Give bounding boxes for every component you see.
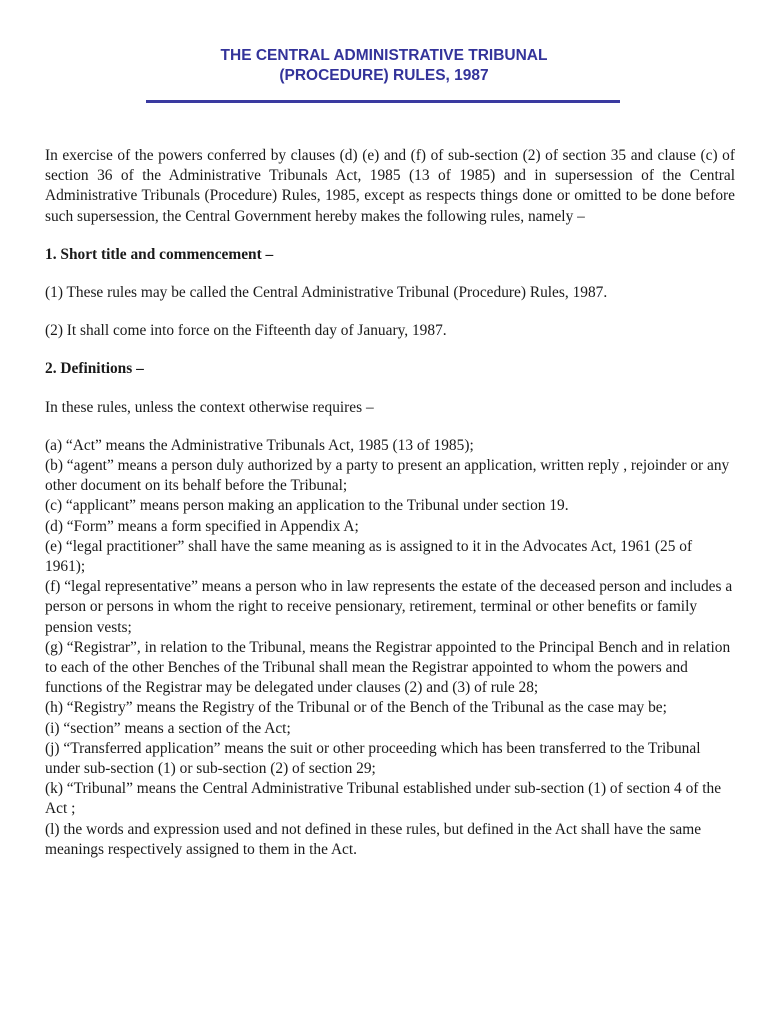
intro-paragraph: In exercise of the powers conferred by clauses (d) (e) and (f) of sub-section (2) of section 35 and clause (c) of section 36 of the Administrative Tribunals Act, 1985 (13 of 1985) and in supersession of the Central Administrative Tribunals (Procedure) Rules, 1985, except as respects things done or omitted to be done before such supersession, the Central Government hereby makes the following rules, namely – [45, 147, 735, 225]
definition-item: (e) “legal practitioner” shall have the same meaning as is assigned to it in the Advocates Act, 1961 (25 of 1961); [45, 537, 693, 576]
definition-item: (j) “Transferred application” means the suit or other proceeding which has been transferred to the Tribunal under sub-section (1) or sub-section (2) of section 29; [45, 739, 701, 778]
title-line-2: (PROCEDURE) RULES, 1987 [279, 67, 489, 84]
definition-item: (i) “section” means a section of the Act; [45, 719, 291, 737]
section-1-paragraph-1: (1) These rules may be called the Central Administrative Tribunal (Procedure) Rules, 1987. [45, 284, 608, 302]
definition-item: (k) “Tribunal” means the Central Administrative Tribunal established under sub-section (1) of section 4 of the Act ; [45, 780, 722, 818]
definition-item: (c) “applicant” means person making an application to the Tribunal under section 19. [45, 497, 569, 515]
section-1-heading: 1. Short title and commencement – [45, 245, 274, 263]
definition-item: (d) “Form” means a form specified in Appendix A; [45, 517, 359, 535]
definition-item: (f) “legal representative” means a person who in law represents the estate of the deceased person and includes a person or persons in whom the right to receive pensionary, retirement, terminal or other benefits or family pension vests; [45, 578, 733, 636]
definition-item: (b) “agent” means a person duly authorized by a party to present an application, written reply , rejoinder or any other document on its behalf before the Tribunal; [45, 457, 730, 495]
document-title [0, 46, 768, 86]
definition-item: (l) the words and expression used and not defined in these rules, but defined in the Act shall have the same meanings respectively assigned to them in the Act. [45, 820, 702, 858]
definition-item: (h) “Registry” means the Registry of the Tribunal or of the Bench of the Tribunal as the case may be; [45, 699, 667, 717]
section-2-heading: 2. Definitions – [45, 360, 144, 378]
document-body [45, 146, 735, 860]
definitions-list [45, 436, 735, 860]
title-underline-rule [146, 100, 620, 103]
definition-item: (g) “Registrar”, in relation to the Tribunal, means the Registrar appointed to the Principal Bench and in relation to each of the other Benches of the Tribunal shall mean the Registrar appointed to whom the powers and functions of the Registrar may be delegated under clauses (2) and (3) of rule 28; [45, 638, 731, 697]
definition-item: (a) “Act” means the Administrative Tribunals Act, 1985 (13 of 1985); [45, 436, 474, 454]
section-2-lead: In these rules, unless the context otherwise requires – [45, 398, 374, 416]
section-1-paragraph-2: (2) It shall come into force on the Fifteenth day of January, 1987. [45, 322, 447, 340]
title-line-1: THE CENTRAL ADMINISTRATIVE TRIBUNAL [220, 47, 548, 64]
